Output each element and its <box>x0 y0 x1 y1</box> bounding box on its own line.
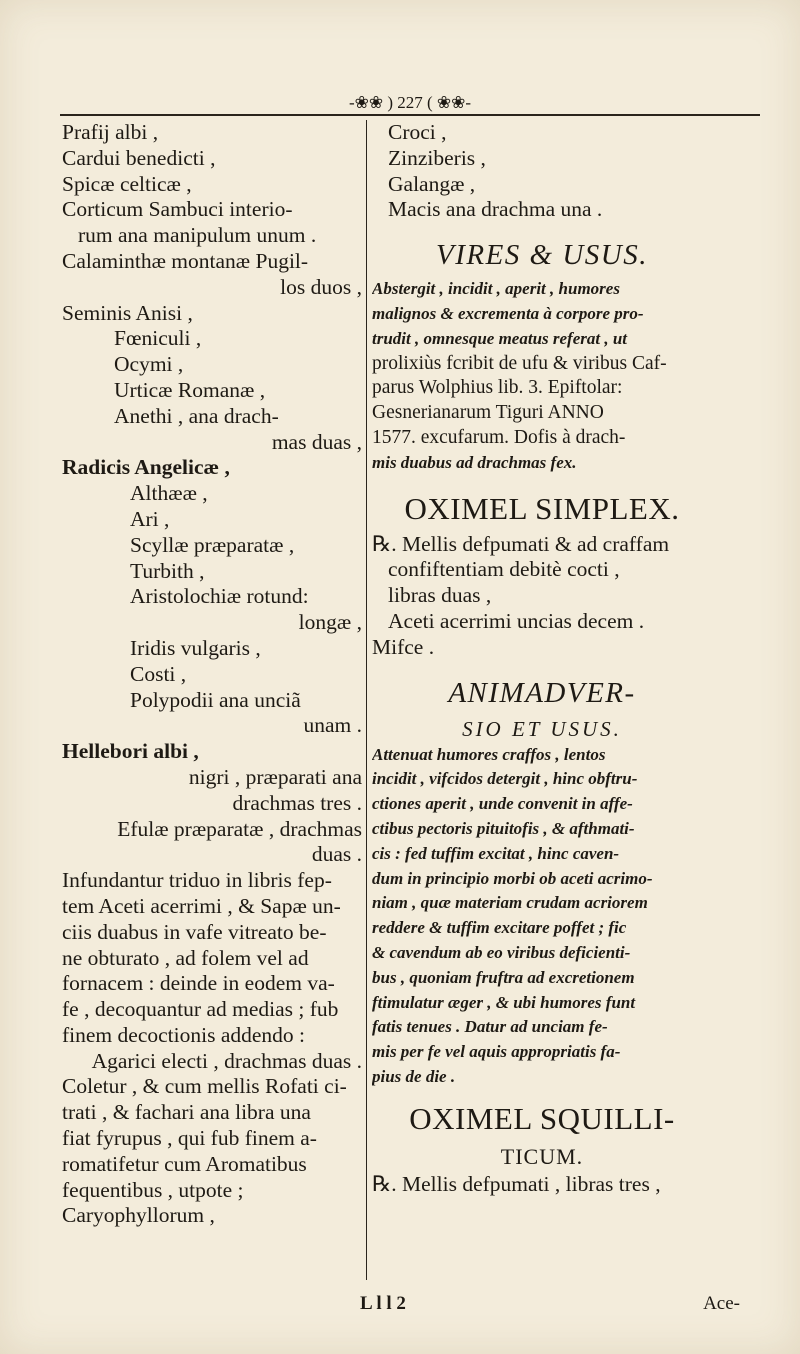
text-line: Gesnerianarum Tiguri ANNO <box>372 402 604 424</box>
section-heading: OXIMEL SQUILLI- <box>409 1100 675 1136</box>
text-line: incidit , vifcidos detergit , hinc obftru- <box>372 769 638 789</box>
text-line: Macis ana drachma una . <box>388 197 603 222</box>
text-line: Spicæ celticæ , <box>62 171 192 196</box>
text-line: nigri , præparati ana <box>188 764 362 789</box>
text-line: Scyllæ præparatæ , <box>130 532 295 557</box>
text-line: mis per fe vel aquis appropriatis fa- <box>372 1042 621 1062</box>
text-line: Polypodii ana unciã <box>130 687 301 712</box>
vires-paragraph <box>372 277 712 475</box>
text-line: Attenuat humores craffos , lentos <box>372 744 606 764</box>
text-line: Hellebori albi , <box>62 739 199 764</box>
text-line: longæ , <box>298 610 362 635</box>
right-column <box>372 120 712 1198</box>
text-line: prolixiùs fcribit de ufu & viribus Caf- <box>372 352 667 374</box>
text-line: 1577. excufarum. Dofis à drach- <box>372 426 626 448</box>
header-rule <box>60 114 760 116</box>
text-line: drachmas tres . <box>232 790 362 815</box>
text-line: Mifce . <box>372 634 435 659</box>
text-line: Turbith , <box>130 558 205 583</box>
section-heading-continued: TICUM. <box>500 1143 584 1169</box>
text-line: ciis duabus in vafe vitreato be- <box>62 919 327 944</box>
running-head: -❀❀ ) 227 ( ❀❀- <box>348 93 472 112</box>
text-line: tem Aceti acerrimi , & Sapæ un- <box>62 893 341 918</box>
text-line: Costi , <box>130 661 187 686</box>
text-line: Seminis Anisi , <box>62 300 193 325</box>
text-line: niam , quæ materiam crudam acriorem <box>372 893 648 913</box>
text-line: Caryophyllorum , <box>62 1203 215 1228</box>
text-line: Infundantur triduo in libris fep- <box>62 868 332 893</box>
text-line: parus Wolphius lib. 3. Epiftolar: <box>372 377 623 399</box>
text-line: rum ana manipulum unum . <box>78 223 317 248</box>
text-line: Calaminthæ montanæ Pugil- <box>62 248 309 273</box>
text-line: Zinziberis , <box>388 145 486 170</box>
section-heading: VIRES & USUS. <box>436 239 648 272</box>
text-line: Fœniculi , <box>114 326 202 351</box>
text-line: ctiones aperit , unde convenit in affe- <box>372 794 633 814</box>
text-line: ftimulatur æger , & ubi humores funt <box>372 992 636 1012</box>
text-line: mas duas , <box>271 429 362 454</box>
text-line: cis : fed tuffim excitat , hinc caven- <box>372 843 620 863</box>
text-line: fornacem : deinde in eodem va- <box>62 971 335 996</box>
text-line: Abstergit , incidit , aperit , humores <box>372 279 620 299</box>
text-line: fiat fyrupus , qui fub finem a- <box>62 1126 317 1151</box>
text-line: bus , quoniam fruftra ad excretionem <box>372 967 635 987</box>
text-line: trudit , omnesque meatus referat , ut <box>372 328 628 348</box>
text-line: confiftentiam debitè cocti , <box>388 557 620 582</box>
text-line: libras duas , <box>388 583 492 608</box>
animadversio-paragraph <box>372 743 712 1090</box>
text-line: ℞. Mellis defpumati & ad craffam <box>372 531 670 556</box>
text-line: fatis tenues . Datur ad unciam fe- <box>372 1017 608 1037</box>
text-line: malignos & excrementa à corpore pro- <box>372 303 644 323</box>
text-line: & cavendum ab eo viribus deficienti- <box>372 942 631 962</box>
text-line: Agarici electi , drachmas duas . <box>91 1048 362 1073</box>
text-line: ℞. Mellis defpumati , libras tres , <box>372 1171 661 1196</box>
text-line: Efulæ præparatæ , drachmas <box>117 816 362 841</box>
signature-mark: L l l 2 <box>360 1293 406 1314</box>
text-line: pius de die . <box>372 1066 456 1086</box>
catchword: Ace- <box>703 1293 740 1314</box>
text-line: Althææ , <box>130 481 208 506</box>
column-divider <box>366 120 367 1280</box>
text-line: Aceti acerrimi uncias decem . <box>388 608 645 633</box>
text-line: duas . <box>311 842 362 867</box>
text-line: Ocymi , <box>114 352 184 377</box>
text-line: Cardui benedicti , <box>62 145 216 170</box>
page-footer <box>60 1292 760 1316</box>
text-line: reddere & tuffim excitare poffet ; fic <box>372 918 627 938</box>
text-line: finem decoctionis addendo : <box>62 1022 305 1047</box>
section-subheading: SIO ET USUS. <box>462 716 622 741</box>
section-heading: OXIMEL SIMPLEX. <box>404 490 680 526</box>
text-line: Corticum Sambuci interio- <box>62 197 293 222</box>
text-line: Aristolochiæ rotund: <box>130 584 309 609</box>
text-line: ctibus pectoris pituitofis , & afthmati- <box>372 818 635 838</box>
text-line: Anethi , ana drach- <box>114 403 279 428</box>
text-line: Urticæ Romanæ , <box>114 377 266 402</box>
text-line: Galangæ , <box>388 171 476 196</box>
text-line: trati , & fachari ana libra una <box>62 1100 311 1125</box>
text-line: fe , decoquantur ad medias ; fub <box>62 997 339 1022</box>
text-line: unam . <box>303 713 362 738</box>
section-heading: ANIMADVER- <box>448 676 636 709</box>
text-line: Radicis Angelicæ , <box>62 455 230 480</box>
text-line: Croci , <box>388 120 447 144</box>
text-line: mis duabus ad drachmas fex. <box>372 452 577 472</box>
text-line: los duos , <box>280 274 362 299</box>
text-line: Ari , <box>130 506 170 531</box>
left-column <box>62 120 362 1229</box>
text-line: fequentibus , utpote ; <box>62 1177 244 1202</box>
text-line: Coletur , & cum mellis Rofati ci- <box>62 1074 347 1099</box>
text-line: Iridis vulgaris , <box>130 635 261 660</box>
text-line: ne obturato , ad folem vel ad <box>62 945 309 970</box>
text-line: romatifetur cum Aromatibus <box>62 1151 307 1176</box>
text-line: Prafij albi , <box>62 120 159 144</box>
text-line: dum in principio morbi ob aceti acrimo- <box>372 868 653 888</box>
